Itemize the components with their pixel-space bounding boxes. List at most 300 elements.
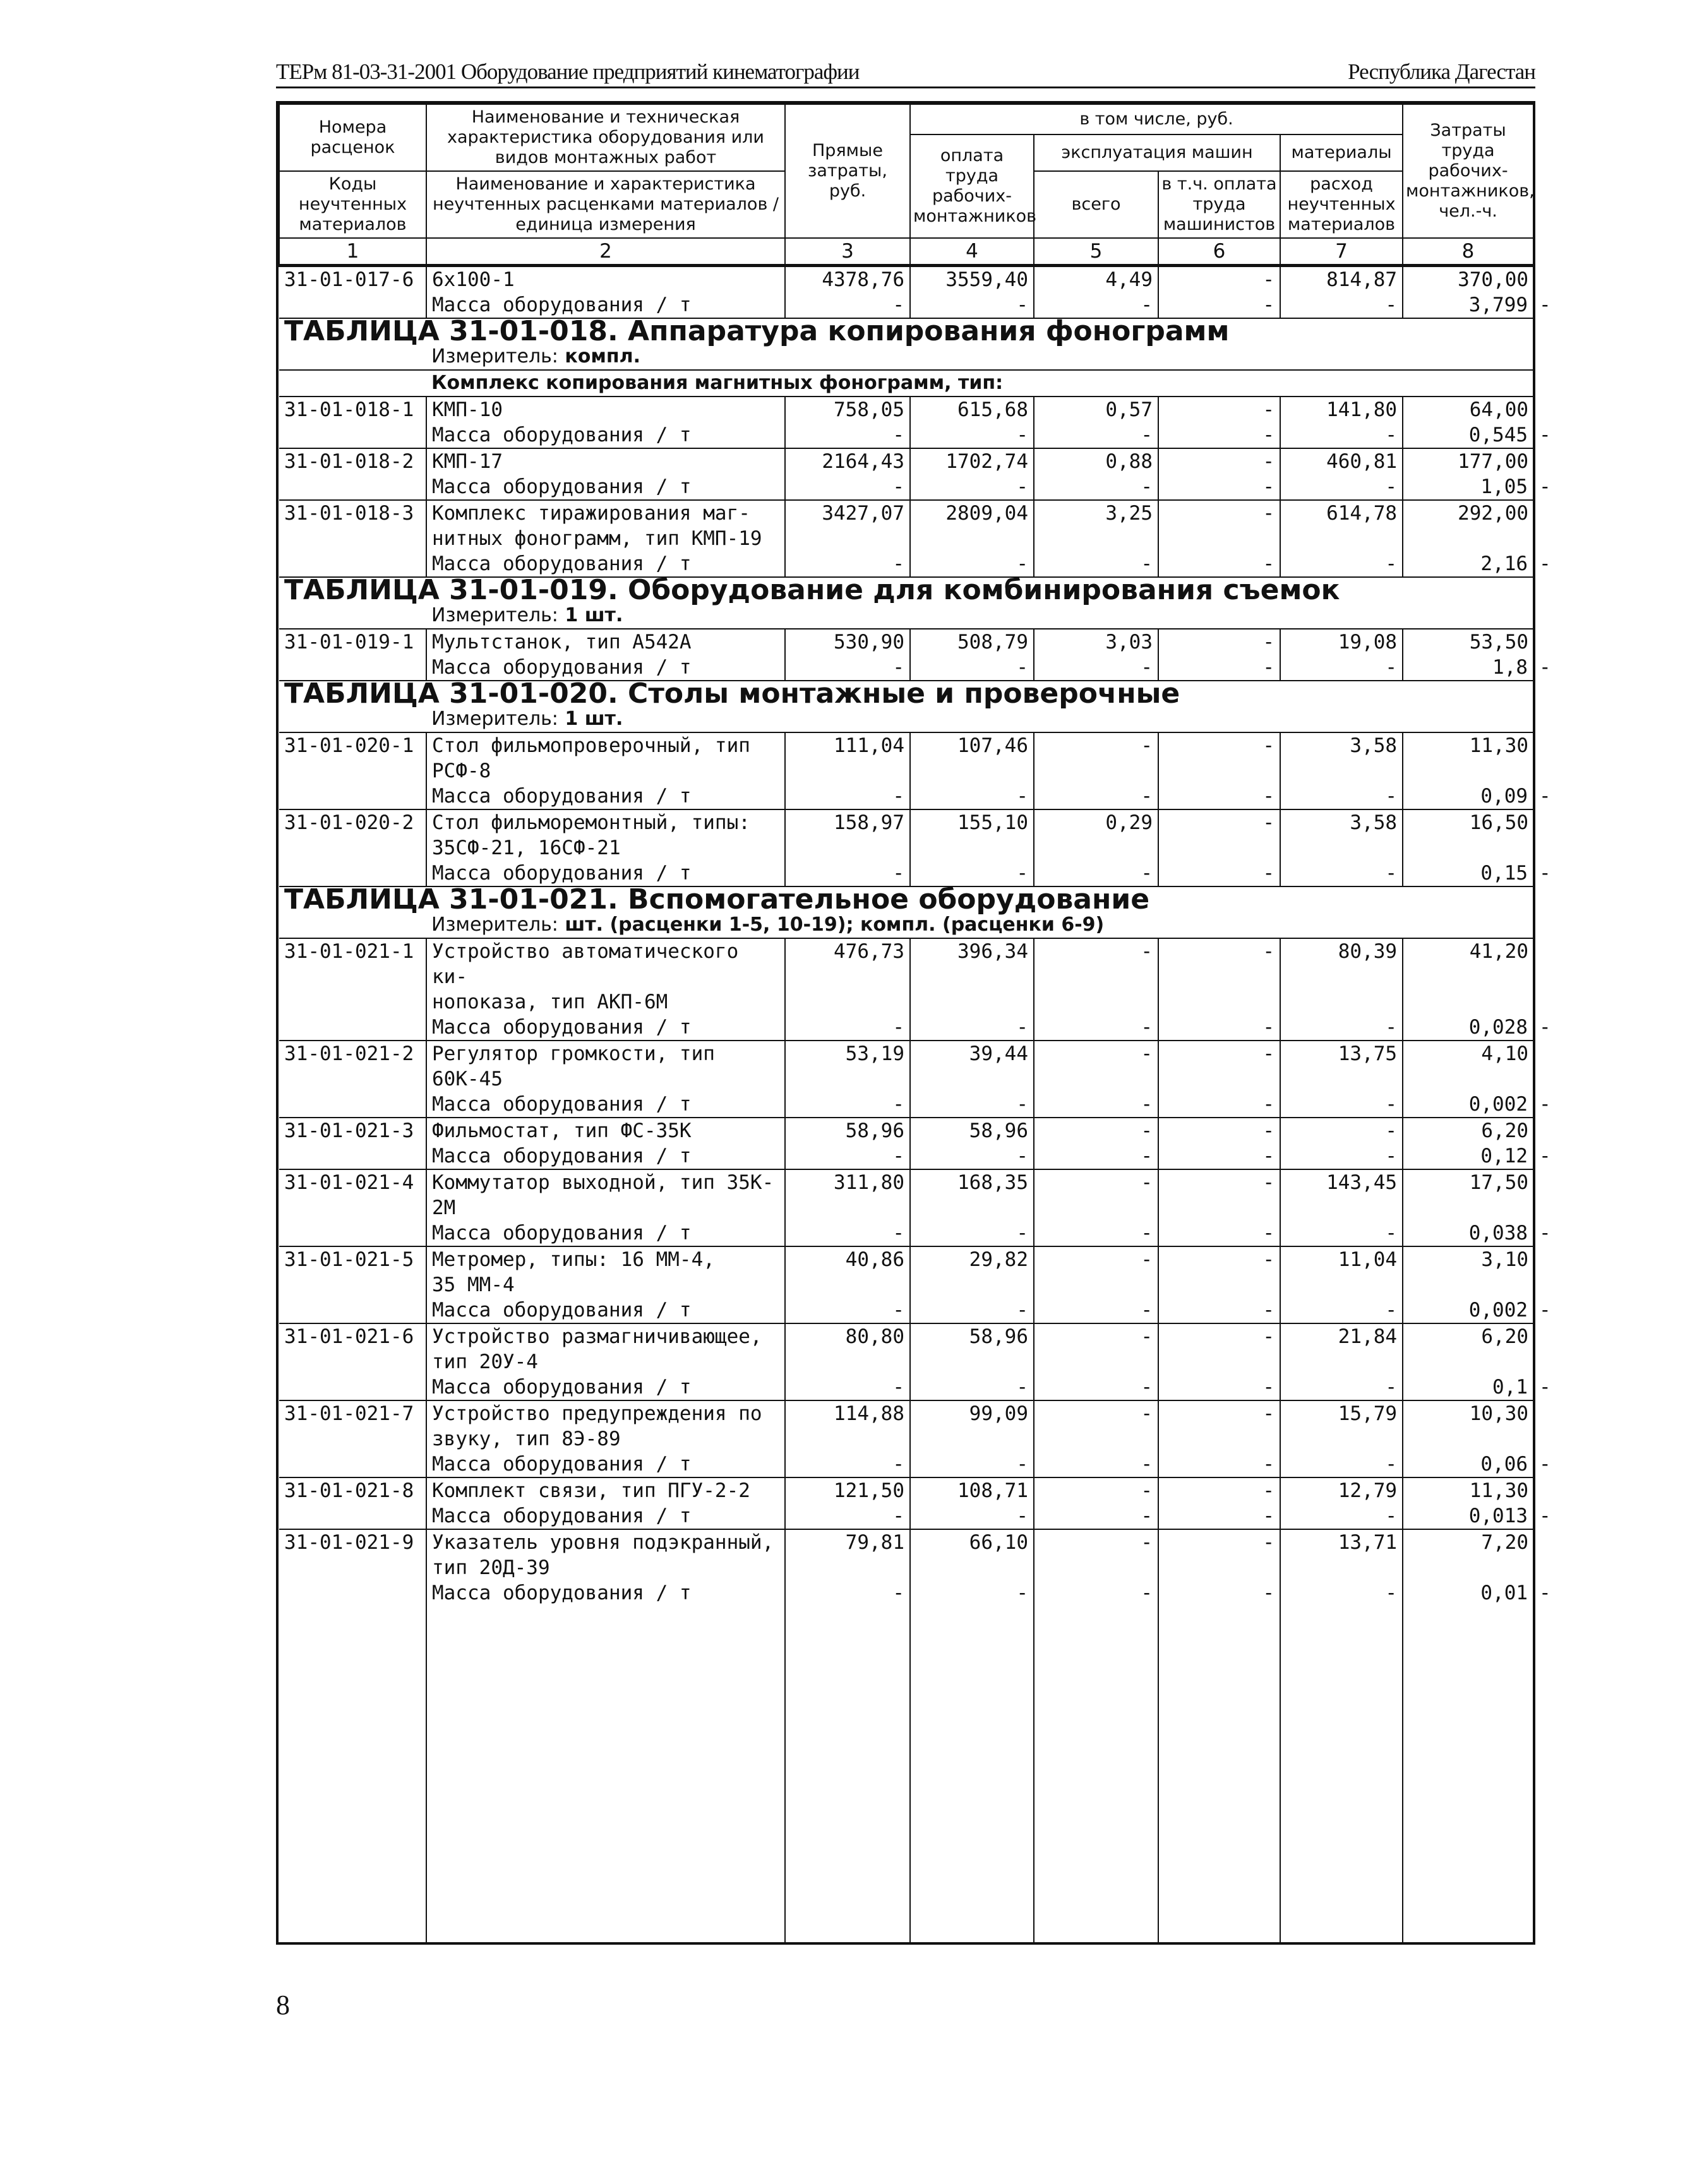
table-row (279, 1246, 1533, 1272)
rate-value: 155,10 (910, 809, 1034, 861)
col5-header: всего (1034, 171, 1158, 238)
measure-spacer (279, 603, 426, 629)
rate-value: 40,86 (785, 1246, 910, 1298)
empty-value: - (785, 1092, 910, 1118)
section-title: ТАБЛИЦА 31-01-021. Вспомогательное оборудование (279, 886, 1533, 912)
empty-value: - (1280, 655, 1403, 681)
equipment-name: КМП-10 (426, 397, 785, 422)
empty-value: - (1034, 1092, 1158, 1118)
rate-value: 7,20 (1403, 1529, 1533, 1580)
group-header: в том числе, руб. (910, 104, 1403, 134)
rate-code: 31-01-021-2 (279, 1041, 426, 1118)
rate-value: 99,09 (910, 1400, 1034, 1452)
rate-value: - (1034, 1169, 1158, 1220)
empty-value: - (1034, 422, 1158, 448)
col3-header: Прямые затраты, руб. (785, 104, 910, 238)
filler-cell (785, 1606, 910, 1942)
table-row (279, 809, 1533, 835)
empty-value: - (785, 655, 910, 681)
column-number: 2 (426, 238, 785, 266)
rate-value: 39,44 (910, 1041, 1034, 1092)
table-row (279, 1477, 1533, 1503)
mass-value: 0,1 (1403, 1375, 1533, 1400)
filler-cell (1403, 1606, 1533, 1942)
rate-value: 292,00 (1403, 500, 1533, 551)
rate-value: 29,82 (910, 1246, 1034, 1298)
empty-value: - (1158, 1092, 1280, 1118)
equipment-name: тип 20Д-39 (426, 1555, 785, 1580)
measure-row (279, 707, 1533, 732)
rate-value: 0,57 (1034, 397, 1158, 422)
column-number: 7 (1280, 238, 1403, 266)
empty-value: - (1158, 655, 1280, 681)
mass-value: 1,05 (1403, 474, 1533, 500)
equipment-name: Устройство автоматического ки- (426, 938, 785, 989)
empty-value: - (1280, 1092, 1403, 1118)
rate-value: 3,25 (1034, 500, 1158, 551)
empty-value: - (1158, 1503, 1280, 1529)
measure-spacer (279, 912, 426, 938)
mass-row: Масса оборудования / т - - - - - 0,15 - (279, 861, 1533, 886)
mass-row: Масса оборудования / т - - - - - 0,028 - (279, 1015, 1533, 1041)
measure-row (279, 603, 1533, 629)
rates-table (279, 104, 1551, 1942)
rate-code: 31-01-021-7 (279, 1400, 426, 1477)
rate-value: - (1158, 1323, 1280, 1375)
equipment-name: Устройство предупреждения по (426, 1400, 785, 1426)
rate-value: 476,73 (785, 938, 910, 1015)
empty-value: - (1158, 784, 1280, 809)
table-row (279, 629, 1533, 655)
rate-value: - (1158, 500, 1280, 551)
section-title-row (279, 681, 1533, 707)
rate-code: 31-01-021-1 (279, 938, 426, 1041)
empty-value: - (785, 551, 910, 577)
rate-value: 13,71 (1280, 1529, 1403, 1580)
empty-value: - (1280, 551, 1403, 577)
empty-value: - (910, 1452, 1034, 1477)
empty-value: - (910, 422, 1034, 448)
measure-unit: 1 шт. (565, 708, 623, 730)
empty-value: - (1158, 1580, 1280, 1606)
empty-value: - (1034, 474, 1158, 500)
empty-value: - (1280, 1220, 1403, 1246)
rate-value: 530,90 (785, 629, 910, 655)
empty-value: - (785, 1143, 910, 1169)
mass-label: Масса оборудования / т (426, 1375, 785, 1400)
mass-value: 0,15 (1403, 861, 1533, 886)
filler-cell (279, 1606, 426, 1942)
mass-row: Масса оборудования / т - - - - - 1,8 - (279, 655, 1533, 681)
rate-value: - (1158, 1118, 1280, 1143)
table-body (279, 266, 1551, 1943)
measure-label: Измеритель: (431, 345, 558, 367)
equipment-name: тип 20У-4 (426, 1349, 785, 1375)
rate-value: 11,04 (1280, 1246, 1403, 1298)
rate-code: 31-01-017-6 (279, 266, 426, 319)
equipment-name: 35 ММ-4 (426, 1272, 785, 1298)
empty-value: - (1280, 784, 1403, 809)
empty-value: - (1034, 551, 1158, 577)
rate-value: - (1034, 1477, 1158, 1503)
mass-label: Масса оборудования / т (426, 551, 785, 577)
rate-value: 4,10 (1403, 1041, 1533, 1092)
rate-value: 396,34 (910, 938, 1034, 1015)
empty-value: - (910, 1220, 1034, 1246)
measure-row (279, 912, 1533, 938)
empty-value: - (1280, 1298, 1403, 1323)
empty-value: - (1034, 1015, 1158, 1041)
equipment-name: Комплекс тиражирования маг- (426, 500, 785, 526)
empty-value: - (1280, 1503, 1403, 1529)
empty-value: - (785, 1375, 910, 1400)
rate-value: 2164,43 (785, 448, 910, 474)
empty-value: - (910, 1092, 1034, 1118)
rate-value: 4,49 (1034, 266, 1158, 293)
measure-text (426, 603, 1533, 629)
empty-value: - (1034, 1298, 1158, 1323)
mass-row: Масса оборудования / т - - - - - 0,038 - (279, 1220, 1533, 1246)
empty-value: - (910, 1375, 1034, 1400)
empty-value: - (785, 1220, 910, 1246)
table-row (279, 938, 1533, 989)
col2-header-top: Наименование и техническая характеристика оборудования или видов монтажных работ (426, 104, 785, 171)
mass-label: Масса оборудования / т (426, 422, 785, 448)
page-number: 8 (276, 1990, 290, 2020)
table-header (279, 104, 1533, 266)
column-number: 3 (785, 238, 910, 266)
measure-unit: 1 шт. (565, 604, 623, 626)
equipment-name: Указатель уровня подэкранный, (426, 1529, 785, 1555)
rate-value: 141,80 (1280, 397, 1403, 422)
empty-value: - (910, 1143, 1034, 1169)
column-number-row (279, 238, 1533, 266)
mass-value: 2,16 (1403, 551, 1533, 577)
section-title: ТАБЛИЦА 31-01-019. Оборудование для комбинирования съемок (279, 577, 1533, 603)
table-row (279, 448, 1533, 474)
empty-value: - (910, 1298, 1034, 1323)
empty-value: - (1158, 551, 1280, 577)
equipment-name: Мультстанок, тип А542А (426, 629, 785, 655)
col7-header-bottom: расход неучтенных материалов (1280, 171, 1403, 238)
mass-value: 0,028 (1403, 1015, 1533, 1041)
column-number: 1 (279, 238, 426, 266)
mass-row: Масса оборудования / т - - - - - 0,06 - (279, 1452, 1533, 1477)
rate-value: - (1158, 1529, 1280, 1580)
mass-label: Масса оборудования / т (426, 1220, 785, 1246)
empty-value: - (910, 655, 1034, 681)
mass-value: 0,038 (1403, 1220, 1533, 1246)
rate-value: - (1034, 1246, 1158, 1298)
rate-value: 79,81 (785, 1529, 910, 1580)
equipment-name: 6х100-1 (426, 266, 785, 293)
rate-value: - (1158, 1041, 1280, 1092)
empty-value: - (1280, 1143, 1403, 1169)
mass-value: 0,545 (1403, 422, 1533, 448)
rate-value: 370,00 (1403, 266, 1533, 293)
rate-value: 6,20 (1403, 1323, 1533, 1375)
empty-value: - (785, 861, 910, 886)
mass-label: Масса оборудования / т (426, 1015, 785, 1041)
rate-value: 3427,07 (785, 500, 910, 551)
rate-value: - (1034, 732, 1158, 784)
rate-code: 31-01-020-1 (279, 732, 426, 809)
equipment-name: нитных фонограмм, тип КМП-19 (426, 526, 785, 551)
empty-value: - (1034, 861, 1158, 886)
rate-value: 177,00 (1403, 448, 1533, 474)
rate-value: 0,88 (1034, 448, 1158, 474)
measure-label: Измеритель: (431, 604, 558, 626)
empty-value: - (910, 1015, 1034, 1041)
section-title: ТАБЛИЦА 31-01-018. Аппаратура копирования фонограмм (279, 318, 1533, 344)
rates-table-frame (276, 101, 1551, 1945)
empty-value: - (1158, 474, 1280, 500)
rate-value: 15,79 (1280, 1400, 1403, 1452)
rate-value: 64,00 (1403, 397, 1533, 422)
rate-code: 31-01-021-4 (279, 1169, 426, 1246)
table-row (279, 1400, 1533, 1426)
rate-value: 80,80 (785, 1323, 910, 1375)
rate-value: 3,58 (1280, 732, 1403, 784)
mass-label: Масса оборудования / т (426, 474, 785, 500)
mass-row: Масса оборудования / т - - - - - 1,05 - (279, 474, 1533, 500)
rate-value: - (1158, 397, 1280, 422)
rate-value: 21,84 (1280, 1323, 1403, 1375)
rate-value: - (1034, 1041, 1158, 1092)
measure-spacer (279, 707, 426, 732)
mass-label: Масса оборудования / т (426, 1580, 785, 1606)
column-number: 6 (1158, 238, 1280, 266)
equipment-name: 2М (426, 1195, 785, 1220)
rate-value: 1702,74 (910, 448, 1034, 474)
rate-value: 311,80 (785, 1169, 910, 1220)
mass-value: 0,12 (1403, 1143, 1533, 1169)
rate-value: 66,10 (910, 1529, 1034, 1580)
mass-row: Масса оборудования / т - - - - - 0,1 - (279, 1375, 1533, 1400)
rate-value: 111,04 (785, 732, 910, 784)
empty-value: - (785, 1580, 910, 1606)
rate-value: 11,30 (1403, 732, 1533, 784)
measure-text (426, 344, 1533, 370)
empty-value: - (1034, 1503, 1158, 1529)
table-row (279, 1323, 1533, 1349)
rate-value: - (1280, 1118, 1403, 1143)
mass-value: 0,01 (1403, 1580, 1533, 1606)
measure-label: Измеритель: (431, 914, 558, 936)
rate-value: - (1158, 938, 1280, 1015)
machines-header: эксплуатация машин (1034, 134, 1280, 171)
col1-header-top: Номера расценок (279, 104, 426, 171)
rate-value: - (1158, 1400, 1280, 1452)
section-title: ТАБЛИЦА 31-01-020. Столы монтажные и проверочные (279, 681, 1533, 707)
rate-code: 31-01-020-2 (279, 809, 426, 886)
rate-value: - (1034, 1118, 1158, 1143)
rate-value: - (1158, 266, 1280, 293)
measure-row (279, 344, 1533, 370)
mass-label: Масса оборудования / т (426, 1092, 785, 1118)
table-row (279, 1041, 1533, 1092)
empty-value: - (910, 784, 1034, 809)
mass-row: Масса оборудования / т - - - - - 2,16 - (279, 551, 1533, 577)
rate-value: 143,45 (1280, 1169, 1403, 1220)
mass-row: Масса оборудования / т - - - - - 0,12 - (279, 1143, 1533, 1169)
rate-value: 58,96 (910, 1323, 1034, 1375)
document-title: ТЕРм 81-03-31-2001 Оборудование предприятий кинематографии (276, 59, 860, 84)
equipment-name: Стол фильмопроверочный, тип (426, 732, 785, 758)
empty-value: - (785, 1503, 910, 1529)
empty-value: - (785, 784, 910, 809)
measure-unit: компл. (565, 345, 640, 367)
mass-label: Масса оборудования / т (426, 655, 785, 681)
empty-value: - (910, 292, 1034, 318)
subheading-text: Комплекс копирования магнитных фонограмм, тип: (426, 370, 1533, 397)
rate-value: 6,20 (1403, 1118, 1533, 1143)
empty-value: - (1158, 861, 1280, 886)
equipment-name: Регулятор громкости, тип 60К-45 (426, 1041, 785, 1092)
mass-label: Масса оборудования / т (426, 861, 785, 886)
empty-value: - (1034, 655, 1158, 681)
rate-code: 31-01-018-2 (279, 448, 426, 500)
mass-value: 0,013 (1403, 1503, 1533, 1529)
empty-value: - (910, 551, 1034, 577)
col2-header-bottom: Наименование и характеристика неучтенных расценками материалов / единица измерения (426, 171, 785, 238)
equipment-name: нопоказа, тип АКП-6М (426, 989, 785, 1015)
table-row (279, 1169, 1533, 1195)
table-row (279, 266, 1533, 293)
rate-value: 17,50 (1403, 1169, 1533, 1220)
rate-code: 31-01-019-1 (279, 629, 426, 681)
rate-value: 2809,04 (910, 500, 1034, 551)
mass-value: 0,09 (1403, 784, 1533, 809)
empty-value: - (1280, 422, 1403, 448)
section-title-row (279, 886, 1533, 912)
filler-cell (910, 1606, 1034, 1942)
empty-value: - (785, 1452, 910, 1477)
empty-value: - (1158, 1015, 1280, 1041)
empty-value: - (1158, 1143, 1280, 1169)
col4-header: оплата труда рабочих-монтажников (910, 134, 1034, 238)
rate-value: 0,29 (1034, 809, 1158, 861)
rate-value: 58,96 (785, 1118, 910, 1143)
empty-value: - (1280, 474, 1403, 500)
header-rule (276, 87, 1535, 88)
mass-row: Масса оборудования / т - - - - - 0,013 - (279, 1503, 1533, 1529)
empty-value: - (1034, 1143, 1158, 1169)
mass-row: Масса оборудования / т - - - - - 0,01 - (279, 1580, 1533, 1606)
mass-value: 0,002 (1403, 1092, 1533, 1118)
measure-text (426, 912, 1533, 938)
empty-value: - (1034, 784, 1158, 809)
empty-value: - (1034, 1452, 1158, 1477)
column-number: 4 (910, 238, 1034, 266)
column-number: 5 (1034, 238, 1158, 266)
rate-value: 168,35 (910, 1169, 1034, 1220)
filler-cell (426, 1606, 785, 1942)
filler-cell (1158, 1606, 1280, 1942)
empty-value: - (1158, 1298, 1280, 1323)
col6-header: в т.ч. оплата труда машинистов (1158, 171, 1280, 238)
rate-code: 31-01-021-3 (279, 1118, 426, 1169)
equipment-name: 35СФ-21, 16СФ-21 (426, 835, 785, 861)
region-name: Республика Дагестан (1348, 59, 1535, 84)
rate-code: 31-01-021-9 (279, 1529, 426, 1606)
rate-value: 3,58 (1280, 809, 1403, 861)
rate-code: 31-01-021-5 (279, 1246, 426, 1323)
rate-value: - (1034, 1529, 1158, 1580)
filler-row (279, 1606, 1533, 1942)
empty-value: - (785, 292, 910, 318)
empty-value: - (785, 1298, 910, 1323)
empty-value: - (1034, 1220, 1158, 1246)
mass-value: 0,002 (1403, 1298, 1533, 1323)
measure-unit: шт. (расценки 1-5, 10-19); компл. (расценки 6-9) (565, 914, 1105, 936)
empty-value: - (1158, 1452, 1280, 1477)
rate-value: 3,03 (1034, 629, 1158, 655)
equipment-name: Стол фильморемонтный, типы: (426, 809, 785, 835)
rate-value: - (1158, 732, 1280, 784)
rate-value: 41,20 (1403, 938, 1533, 1015)
rate-code: 31-01-021-6 (279, 1323, 426, 1400)
empty-value: - (1034, 292, 1158, 318)
empty-value: - (1280, 1580, 1403, 1606)
rate-value: 3,10 (1403, 1246, 1533, 1298)
rate-value: 53,19 (785, 1041, 910, 1092)
mass-label: Масса оборудования / т (426, 1143, 785, 1169)
rate-value: 3559,40 (910, 266, 1034, 293)
mass-row: Масса оборудования / т - - - - - 0,002 - (279, 1092, 1533, 1118)
column-number: 8 (1403, 238, 1533, 266)
empty-value: - (910, 861, 1034, 886)
mass-value: 1,8 (1403, 655, 1533, 681)
mass-label: Масса оборудования / т (426, 1452, 785, 1477)
rate-value: 4378,76 (785, 266, 910, 293)
col1-header-bottom: Коды неучтенных материалов (279, 171, 426, 238)
rate-value: - (1158, 1169, 1280, 1220)
rate-value: - (1034, 1400, 1158, 1452)
rate-value: 758,05 (785, 397, 910, 422)
mass-label: Масса оборудования / т (426, 292, 785, 318)
empty-value: - (785, 474, 910, 500)
empty-value: - (1158, 292, 1280, 318)
equipment-name: Коммутатор выходной, тип 35К- (426, 1169, 785, 1195)
table-row (279, 732, 1533, 758)
empty-value: - (1280, 1015, 1403, 1041)
empty-value: - (1280, 1375, 1403, 1400)
equipment-name: Фильмостат, тип ФС-35К (426, 1118, 785, 1143)
table-row (279, 1118, 1533, 1143)
rate-value: - (1158, 809, 1280, 861)
rate-value: 121,50 (785, 1477, 910, 1503)
empty-value: - (910, 1580, 1034, 1606)
empty-value: - (1034, 1580, 1158, 1606)
empty-value: - (1158, 1220, 1280, 1246)
equipment-name: Комплект связи, тип ПГУ-2-2 (426, 1477, 785, 1503)
rate-value: 615,68 (910, 397, 1034, 422)
rate-value: - (1158, 1477, 1280, 1503)
empty-value: - (1158, 422, 1280, 448)
table-row (279, 500, 1533, 526)
measure-text (426, 707, 1533, 732)
rate-value: 614,78 (1280, 500, 1403, 551)
equipment-name: Метромер, типы: 16 ММ-4, (426, 1246, 785, 1272)
mass-row: Масса оборудования / т - - - - - 0,002 - (279, 1298, 1533, 1323)
running-header (276, 56, 1535, 87)
mass-value: 3,799 (1403, 292, 1533, 318)
empty-value: - (1280, 861, 1403, 886)
rate-value: 11,30 (1403, 1477, 1533, 1503)
measure-spacer (279, 344, 426, 370)
mass-label: Масса оборудования / т (426, 1298, 785, 1323)
